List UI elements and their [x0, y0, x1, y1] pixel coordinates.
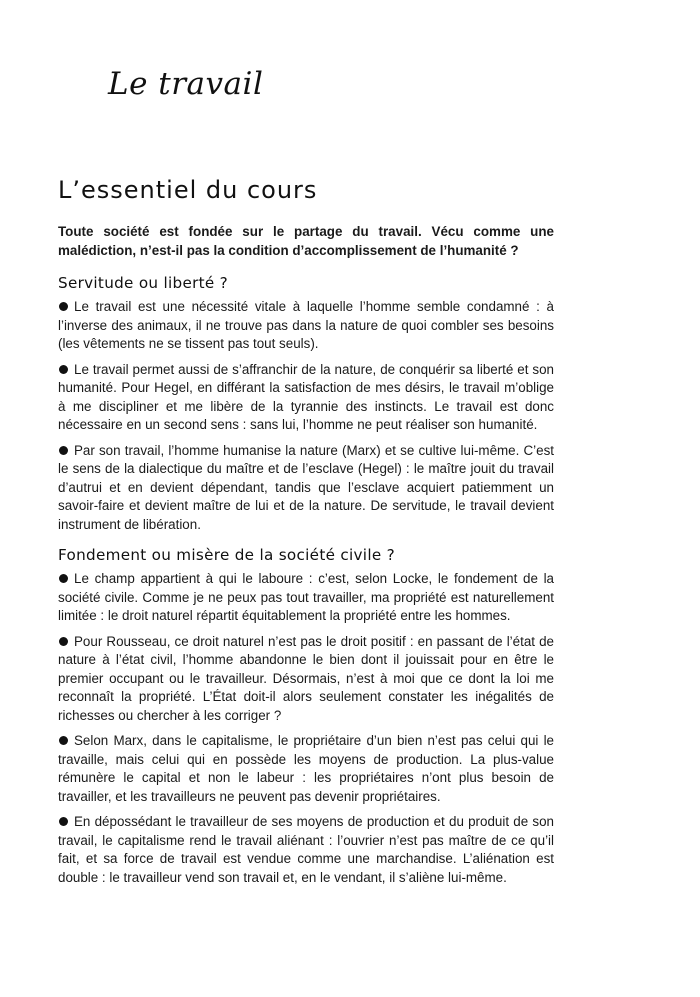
- bullet-icon: [59, 637, 68, 646]
- intro-paragraph: Toute société est fondée sur le partage du travail. Vécu comme une malédiction, n’est-il pas la condition d’accomplissement de l’humanité ?: [58, 224, 554, 258]
- bullet-icon: [59, 574, 68, 583]
- bullet-paragraph: [58, 570, 554, 626]
- bullet-paragraph: [58, 298, 554, 354]
- paragraph-text: Le champ appartient à qui le laboure : c’est, selon Locke, le fondement de la société civile. Comme je ne peux pas tout travailler, ma propriété est naturellement limitée : le droit naturel répartit équitablement la propriété entre les hommes.: [58, 571, 554, 623]
- bullet-paragraph: [58, 361, 554, 435]
- bullet-icon: [59, 302, 68, 311]
- bullet-icon: [59, 817, 68, 826]
- bullet-paragraph: [58, 633, 554, 726]
- paragraph-text: Pour Rousseau, ce droit naturel n’est pas le droit positif : en passant de l’état de nature à l’état civil, l’homme abandonne le bien dont il jouissait pour en être le premier occupant ou le travailleur. Désormais, n’est à moi que ce dont la loi me reconnaît la propriété. L’État doit-il alors seulement constater les inégalités de richesses ou chercher à les corriger ?: [58, 633, 554, 723]
- paragraph-text: Le travail permet aussi de s’affranchir de la nature, de conquérir sa liberté et son humanité. Pour Hegel, en différant la satisfaction de mes désirs, le travail m’oblige à me discipliner et me libère de la tyrannie des instincts. Le travail est donc nécessaire en un second sens : sans lui, l’homme ne peut réaliser son humanité.: [58, 361, 554, 432]
- section-heading: Fondement ou misère de la société civile ?: [58, 546, 395, 564]
- bullet-paragraph: [58, 813, 554, 887]
- section-title: L’essentiel du cours: [58, 176, 318, 204]
- bullet-paragraph: [58, 442, 554, 535]
- section-fondement: [58, 546, 554, 887]
- page-content: [58, 222, 554, 899]
- section-heading: Servitude ou liberté ?: [58, 274, 229, 292]
- paragraph-text: Selon Marx, dans le capitalisme, le propriétaire d’un bien n’est pas celui qui le travaille, mais celui qui en possède les moyens de production. La plus-value rémunère le capital et non le labeur : les propriétaires n’ont plus besoin de travailler, et les travailleurs ne peuvent pas devenir propriétaires.: [58, 733, 554, 804]
- paragraph-text: Par son travail, l’homme humanise la nature (Marx) et se cultive lui-même. C’est le sens de la dialectique du maître et de l’esclave (Hegel) : le maître jouit du travail d’autrui et en devient dépendant, tandis que l’esclave acquiert patiemment un savoir-faire et devient maître de lui et de la nature. De servitude, le travail devient instrument de libération.: [58, 442, 554, 532]
- chapter-title: Le travail: [108, 66, 264, 102]
- paragraph-text: Le travail est une nécessité vitale à laquelle l’homme semble condamné : à l’inverse des animaux, il ne trouve pas dans la nature de quoi combler ses besoins (les vêtements ne se tissent pas tout seuls).: [58, 299, 554, 351]
- bullet-paragraph: [58, 732, 554, 806]
- bullet-icon: [59, 365, 68, 374]
- bullet-icon: [59, 446, 68, 455]
- paragraph-text: En dépossédant le travailleur de ses moyens de production et du produit de son travail, le capitalisme rend le travail aliénant : l’ouvrier n’est pas maître de ce qu’il fait, et sa force de travail est vendue comme une marchandise. L’aliénation est double : le travailleur vend son travail et, en le vendant, il s’aliène lui-même.: [58, 814, 554, 885]
- section-servitude: [58, 274, 554, 534]
- bullet-icon: [59, 736, 68, 745]
